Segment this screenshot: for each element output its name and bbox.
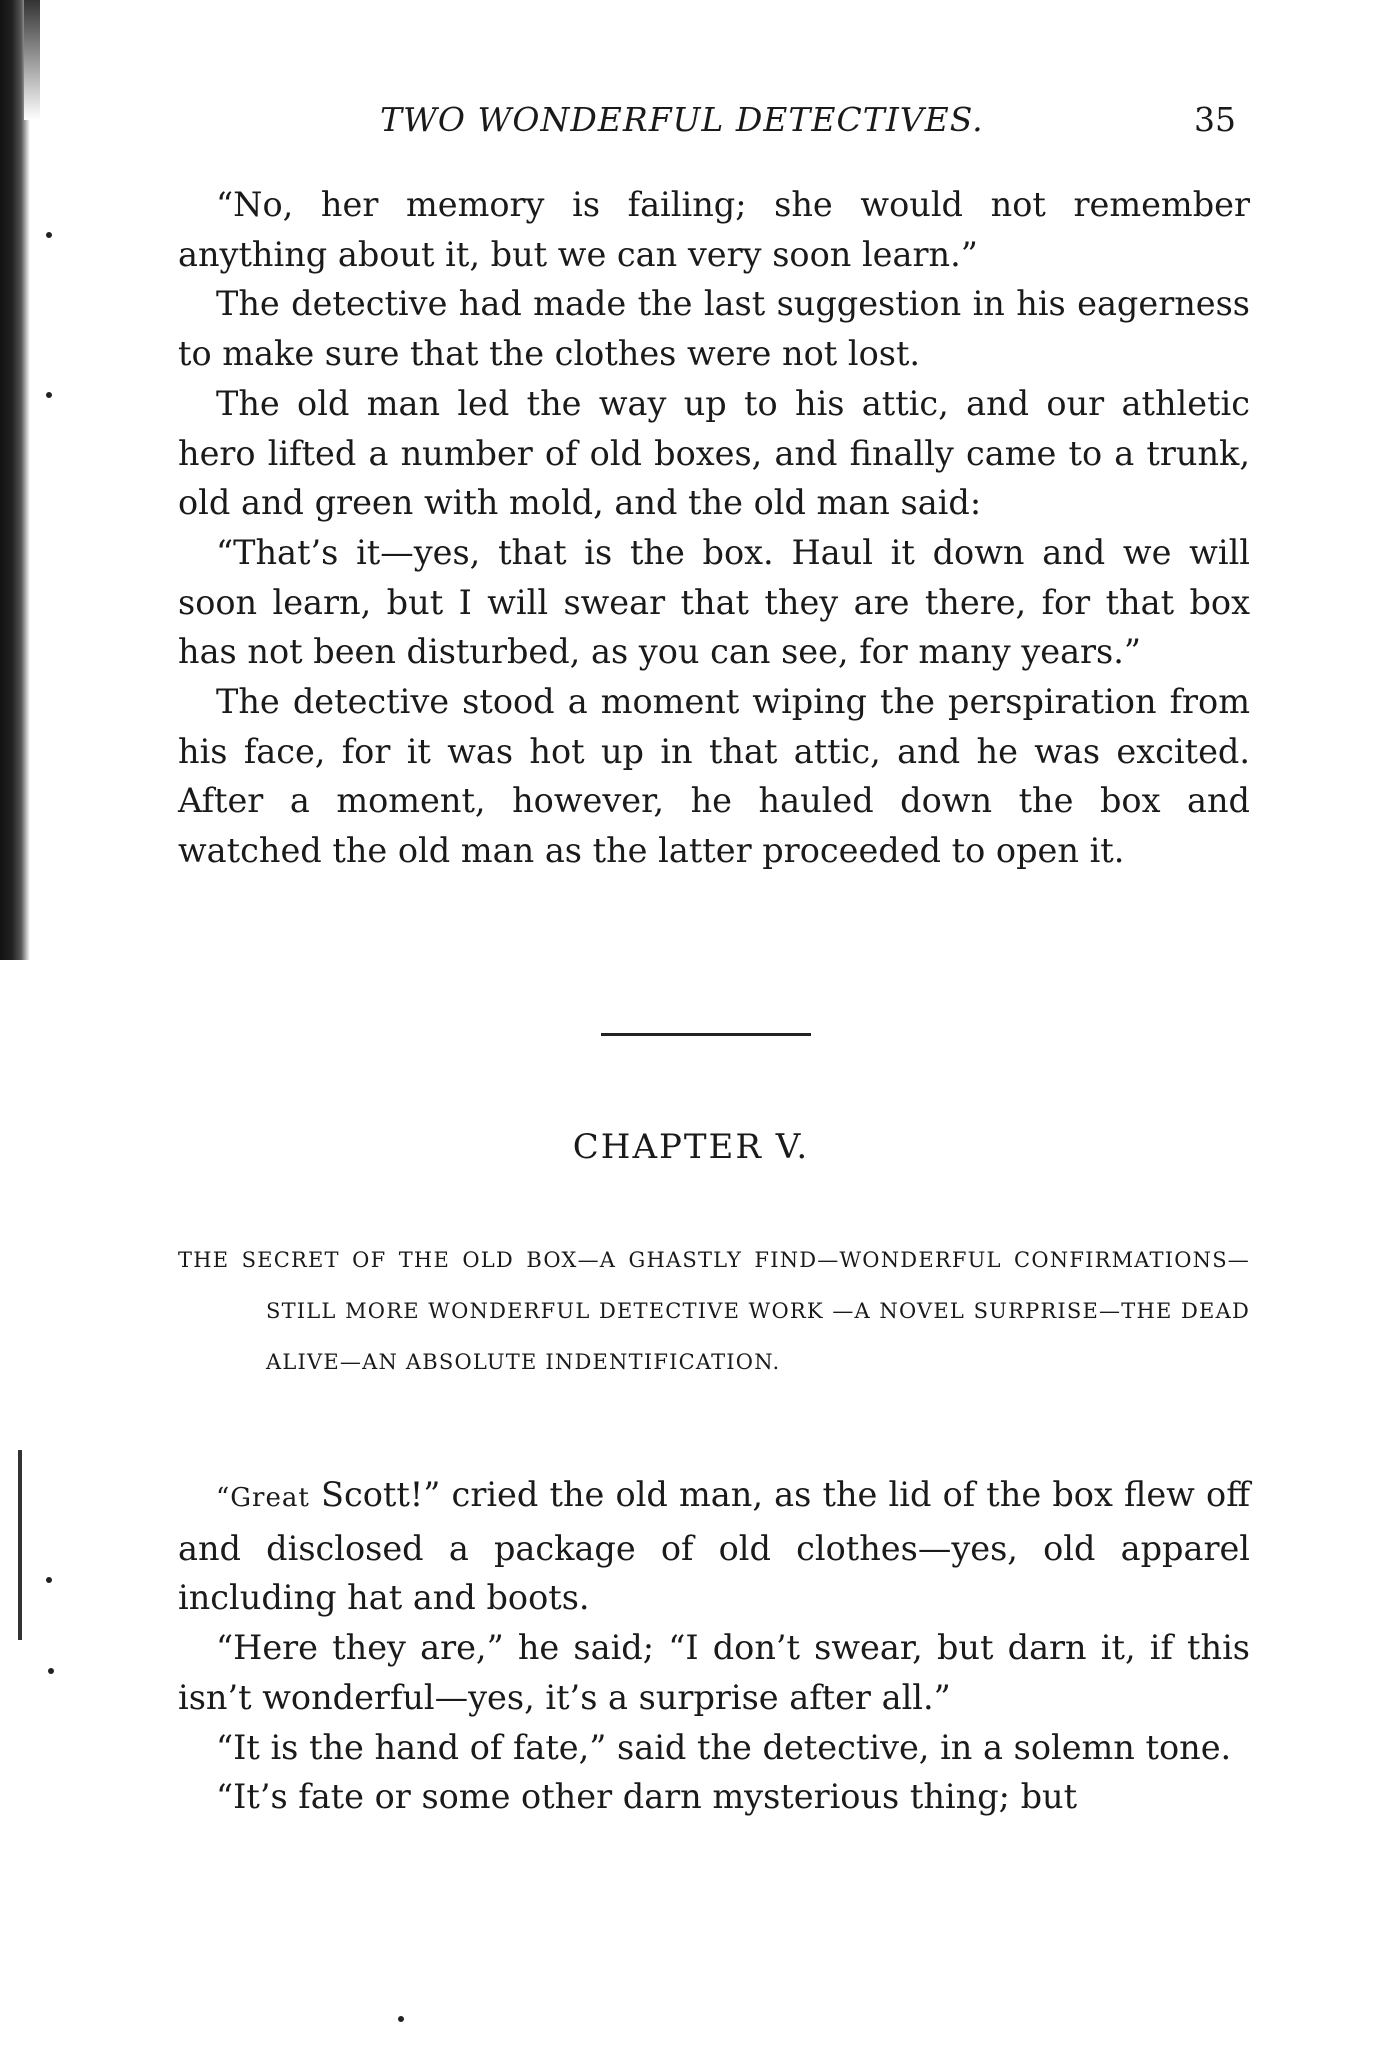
paragraph <box>178 1470 1250 1623</box>
paragraph-rest: Scott!” cried the old man, as the lid of the box flew off and disclosed a package of old clothes—yes, old apparel including hat and boots. <box>178 1475 1250 1618</box>
running-title: TWO WONDERFUL DETECTIVES. <box>380 100 984 139</box>
paragraph: “It is the hand of fate,” said the detective, in a solemn tone. <box>216 1727 1232 1767</box>
section-divider <box>601 1033 811 1036</box>
binding-corner <box>24 0 40 120</box>
paragraph: “It’s fate or some other darn mysterious thing; but <box>216 1777 1078 1817</box>
ink-speck <box>48 1668 54 1674</box>
margin-mark <box>18 1450 22 1640</box>
paragraph: The detective stood a moment wiping the perspiration from his face, for it was hot up in that attic, and he was excited. After a moment, however, he hauled down the box and watched the old man as the latter proceeded to open it. <box>178 682 1250 871</box>
chapter-heading: CHAPTER V. <box>572 1127 810 1167</box>
paragraph: “Here they are,” he said; “I don’t swear, but darn it, if this isn’t wonderful—yes, it’s a surprise after all.” <box>178 1628 1250 1717</box>
ink-speck <box>46 1577 52 1583</box>
ink-speck <box>46 232 52 238</box>
ink-speck <box>46 392 52 398</box>
chapter-summary <box>178 1235 1250 1388</box>
paragraph: “No, her memory is failing; she would not remember anything about it, but we can very soon learn.” <box>178 185 1250 274</box>
page-number: 35 <box>1194 100 1236 139</box>
chapter-summary-text: THE SECRET OF THE OLD BOX—A GHASTLY FIND—WONDERFUL CONFIRMATIONS—STILL MORE WONDERFUL DETECTIVE WORK —A NOVEL SURPRISE—THE DEAD ALIVE—AN ABSOLUTE INDENTIFICATION. <box>178 1248 1250 1374</box>
body-text-bottom <box>178 1470 1250 1822</box>
paragraph: “That’s it—yes, that is the box. Haul it down and we will soon learn, but I will swear that they are there, for that box has not been disturbed, as you can see, for many years.” <box>178 532 1250 672</box>
paragraph: The old man led the way up to his attic, and our athletic hero lifted a number of old boxes, and finally came to a trunk, old and green with mold, and the old man said: <box>178 383 1250 523</box>
running-header <box>380 100 1250 150</box>
ink-speck <box>398 2016 404 2022</box>
drop-word: “Great <box>216 1483 310 1513</box>
body-text-top <box>178 180 1250 876</box>
paragraph: The detective had made the last suggestion in his eagerness to make sure that the clothes were not lost. <box>178 284 1250 374</box>
binding-shadow <box>0 0 30 960</box>
